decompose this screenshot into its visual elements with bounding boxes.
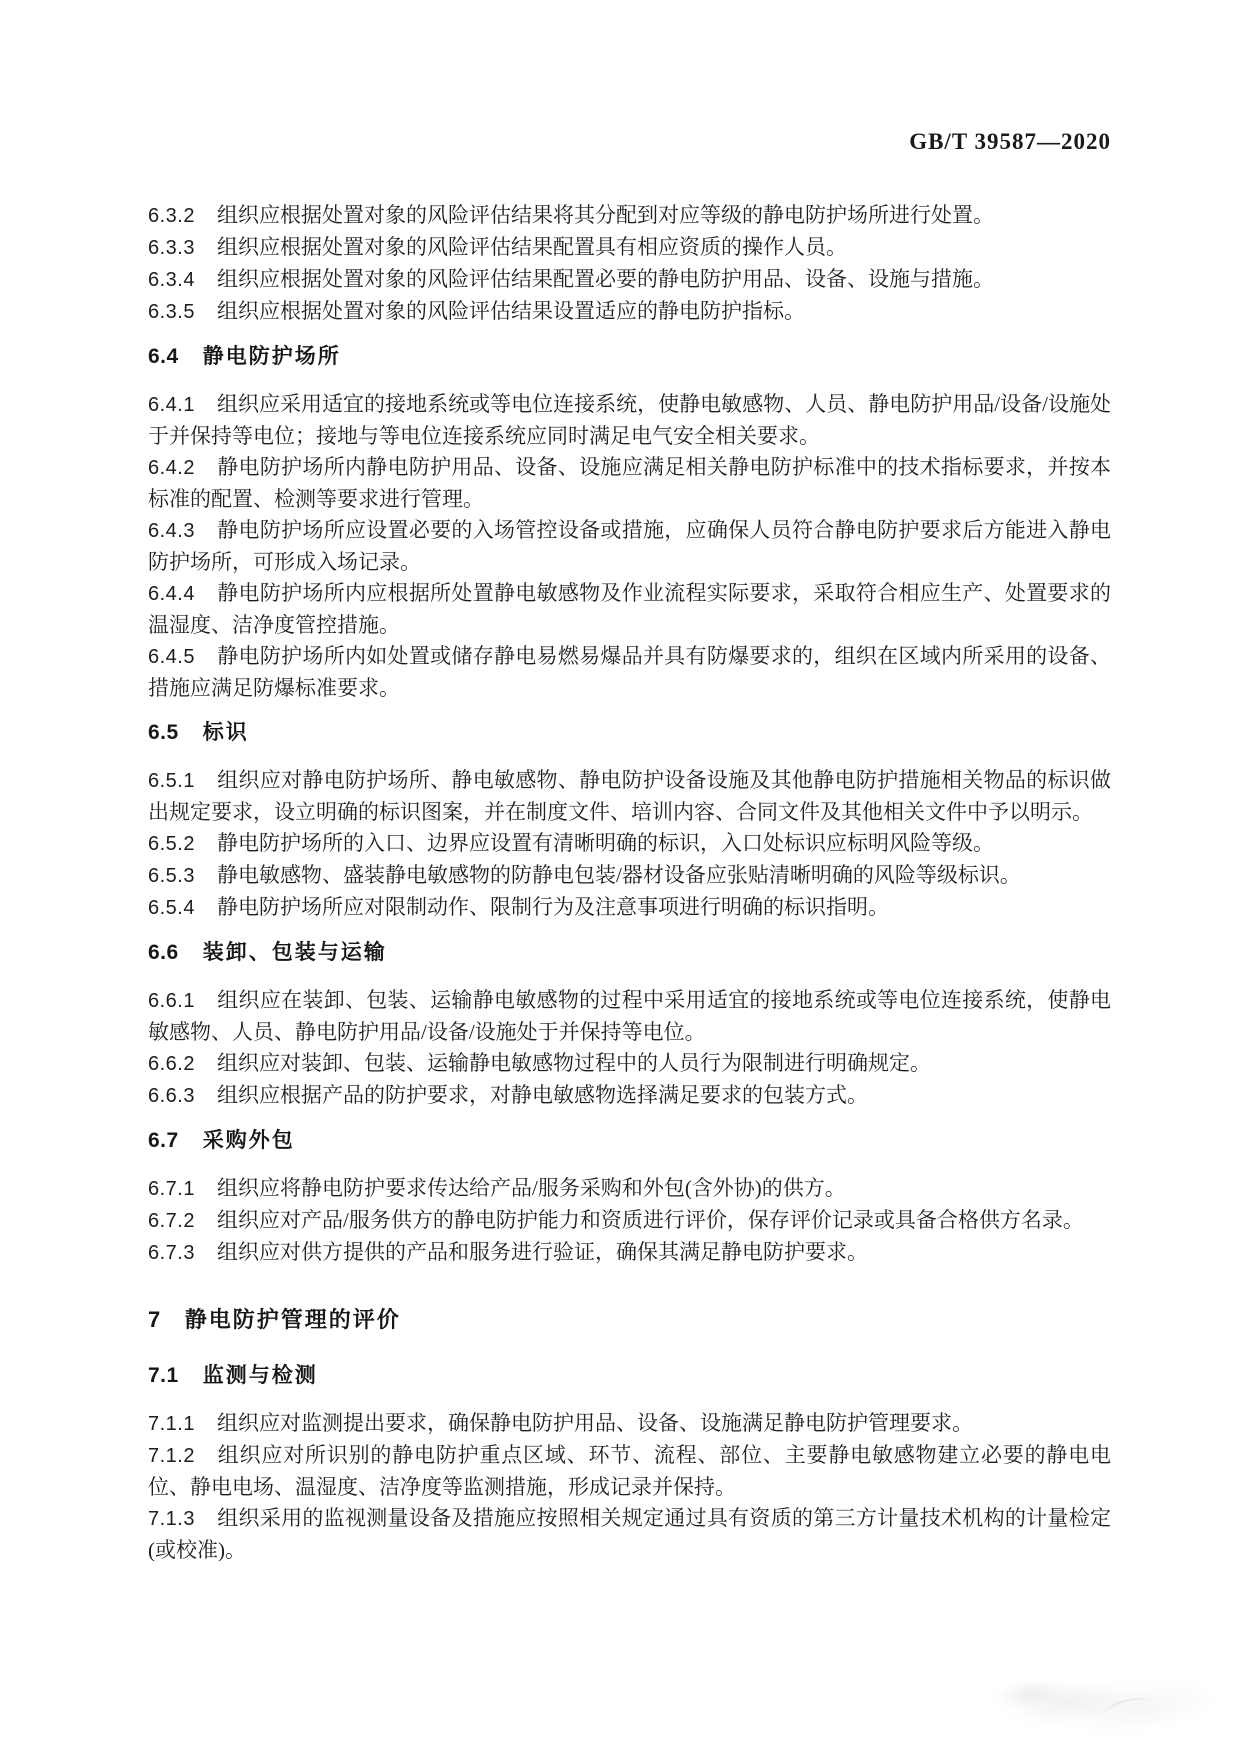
heading-title: 标识 bbox=[202, 721, 249, 744]
clause-number: 6.5.1 bbox=[148, 770, 195, 792]
clause-6.4.4 bbox=[148, 578, 1111, 641]
clause-6.5.2 bbox=[148, 828, 1111, 860]
clause-text: 组织应将静电防护要求传达给产品/服务采购和外包(含外协)的供方。 bbox=[216, 1176, 846, 1200]
clause-number: 6.3.4 bbox=[148, 269, 195, 291]
clause-text: 静电敏感物、盛装静电敏感物的防静电包装/器材设备应张贴清晰明确的风险等级标识。 bbox=[216, 863, 1021, 887]
clause-text: 静电防护场所内应根据所处置静电敏感物及作业流程实际要求，采取符合相应生产、处置要求的温湿度、洁净度管控措施。 bbox=[148, 581, 1111, 637]
heading-title: 静电防护场所 bbox=[202, 345, 341, 368]
heading-title: 监测与检测 bbox=[202, 1364, 318, 1387]
clause-text: 组织应根据产品的防护要求，对静电敏感物选择满足要求的包装方式。 bbox=[216, 1083, 868, 1107]
clause-6.6.2 bbox=[148, 1048, 1111, 1080]
clause-text: 组织应对供方提供的产品和服务进行验证，确保其满足静电防护要求。 bbox=[216, 1240, 868, 1264]
clause-number: 6.4.3 bbox=[148, 520, 195, 542]
clause-6.6.3 bbox=[148, 1080, 1111, 1112]
clause-text: 组织应根据处置对象的风险评估结果将其分配到对应等级的静电防护场所进行处置。 bbox=[216, 203, 994, 227]
clause-number: 6.4.2 bbox=[148, 457, 195, 479]
clause-text: 静电防护场所应设置必要的入场管控设备或措施，应确保人员符合静电防护要求后方能进入静电防护场所，可形成入场记录。 bbox=[148, 518, 1111, 574]
clause-7.1.3 bbox=[148, 1503, 1111, 1566]
clause-6.5.4 bbox=[148, 892, 1111, 924]
clause-number: 6.3.5 bbox=[148, 301, 195, 323]
clause-number: 6.7.3 bbox=[148, 1242, 195, 1264]
clause-6.4.5 bbox=[148, 641, 1111, 704]
clause-6.7.3 bbox=[148, 1237, 1111, 1269]
page-content bbox=[148, 130, 1111, 1566]
clause-number: 6.4.4 bbox=[148, 583, 195, 605]
heading-title: 静电防护管理的评价 bbox=[184, 1307, 401, 1332]
section-heading-6.4 bbox=[148, 341, 1111, 372]
clause-number: 6.4.5 bbox=[148, 646, 195, 668]
clause-number: 6.5.2 bbox=[148, 833, 195, 855]
clause-text: 组织应对监测提出要求，确保静电防护用品、设备、设施满足静电防护管理要求。 bbox=[216, 1411, 973, 1435]
clause-6.4.1 bbox=[148, 389, 1111, 452]
clause-text: 静电防护场所内如处置或储存静电易燃易爆品并具有防爆要求的，组织在区域内所采用的设备、措施应满足防爆标准要求。 bbox=[148, 644, 1111, 700]
clause-6.5.3 bbox=[148, 860, 1111, 892]
clause-number: 6.7.1 bbox=[148, 1178, 195, 1200]
clause-number: 6.6.1 bbox=[148, 990, 195, 1012]
clause-text: 组织应根据处置对象的风险评估结果配置必要的静电防护用品、设备、设施与措施。 bbox=[216, 267, 994, 291]
watermark-smudge bbox=[980, 1639, 1226, 1753]
heading-number: 6.6 bbox=[148, 941, 179, 964]
clause-number: 6.3.2 bbox=[148, 205, 195, 227]
clause-6.7.2 bbox=[148, 1205, 1111, 1237]
clause-6.6.1 bbox=[148, 985, 1111, 1048]
clause-number: 6.5.4 bbox=[148, 897, 195, 919]
clause-number: 7.1.1 bbox=[148, 1413, 195, 1435]
clause-text: 组织采用的监视测量设备及措施应按照相关规定通过具有资质的第三方计量技术机构的计量检定(或校准)。 bbox=[148, 1506, 1111, 1562]
heading-number: 6.4 bbox=[148, 345, 179, 368]
clause-text: 静电防护场所应对限制动作、限制行为及注意事项进行明确的标识指明。 bbox=[216, 895, 889, 919]
heading-number: 7.1 bbox=[148, 1364, 179, 1387]
clause-number: 6.5.3 bbox=[148, 865, 195, 887]
clause-text: 组织应对产品/服务供方的静电防护能力和资质进行评价，保存评价记录或具备合格供方名录。 bbox=[216, 1208, 1084, 1232]
clause-6.7.1 bbox=[148, 1173, 1111, 1205]
document-body bbox=[148, 200, 1111, 1566]
clause-number: 6.4.1 bbox=[148, 394, 195, 416]
clause-6.4.2 bbox=[148, 452, 1111, 515]
clause-number: 6.3.3 bbox=[148, 237, 195, 259]
clause-number: 6.7.2 bbox=[148, 1210, 195, 1232]
clause-6.3.5 bbox=[148, 296, 1111, 328]
heading-number: 6.5 bbox=[148, 721, 179, 744]
clause-text: 组织应对静电防护场所、静电敏感物、静电防护设备设施及其他静电防护措施相关物品的标识做出规定要求，设立明确的标识图案，并在制度文件、培训内容、合同文件及其他相关文件中予以明示。 bbox=[148, 768, 1111, 824]
clause-6.3.3 bbox=[148, 232, 1111, 264]
clause-number: 7.1.3 bbox=[148, 1508, 195, 1530]
clause-text: 组织应对装卸、包装、运输静电敏感物过程中的人员行为限制进行明确规定。 bbox=[216, 1051, 931, 1075]
standard-number-header: GB/T 39587—2020 bbox=[909, 129, 1111, 154]
section-heading-6.5 bbox=[148, 717, 1111, 748]
clause-number: 6.6.3 bbox=[148, 1085, 195, 1107]
clause-text: 静电防护场所的入口、边界应设置有清晰明确的标识，入口处标识应标明风险等级。 bbox=[216, 831, 994, 855]
clause-text: 组织应根据处置对象的风险评估结果配置具有相应资质的操作人员。 bbox=[216, 235, 847, 259]
clause-text: 组织应根据处置对象的风险评估结果设置适应的静电防护指标。 bbox=[216, 299, 805, 323]
clause-7.1.2 bbox=[148, 1440, 1111, 1503]
clause-text: 静电防护场所内静电防护用品、设备、设施应满足相关静电防护标准中的技术指标要求，并按本标准的配置、检测等要求进行管理。 bbox=[148, 455, 1111, 511]
heading-number: 6.7 bbox=[148, 1129, 179, 1152]
clause-text: 组织应对所识别的静电防护重点区域、环节、流程、部位、主要静电敏感物建立必要的静电电位、静电电场、温湿度、洁净度等监测措施，形成记录并保持。 bbox=[148, 1443, 1111, 1499]
section-heading-6.7 bbox=[148, 1125, 1111, 1156]
clause-number: 7.1.2 bbox=[148, 1445, 195, 1467]
heading-title: 装卸、包装与运输 bbox=[202, 941, 387, 964]
clause-text: 组织应在装卸、包装、运输静电敏感物的过程中采用适宜的接地系统或等电位连接系统，使静电敏感物、人员、静电防护用品/设备/设施处于并保持等电位。 bbox=[148, 988, 1111, 1044]
clause-7.1.1 bbox=[148, 1408, 1111, 1440]
clause-text: 组织应采用适宜的接地系统或等电位连接系统，使静电敏感物、人员、静电防护用品/设备/设施处于并保持等电位；接地与等电位连接系统应同时满足电气安全相关要求。 bbox=[148, 392, 1111, 448]
clause-6.3.4 bbox=[148, 264, 1111, 296]
section-heading-7.1 bbox=[148, 1360, 1111, 1391]
clause-6.4.3 bbox=[148, 515, 1111, 578]
section-heading-7 bbox=[148, 1304, 1111, 1335]
heading-number: 7 bbox=[148, 1307, 161, 1332]
clause-number: 6.6.2 bbox=[148, 1053, 195, 1075]
heading-title: 采购外包 bbox=[202, 1129, 295, 1152]
section-heading-6.6 bbox=[148, 937, 1111, 968]
clause-6.5.1 bbox=[148, 765, 1111, 828]
clause-6.3.2 bbox=[148, 200, 1111, 232]
